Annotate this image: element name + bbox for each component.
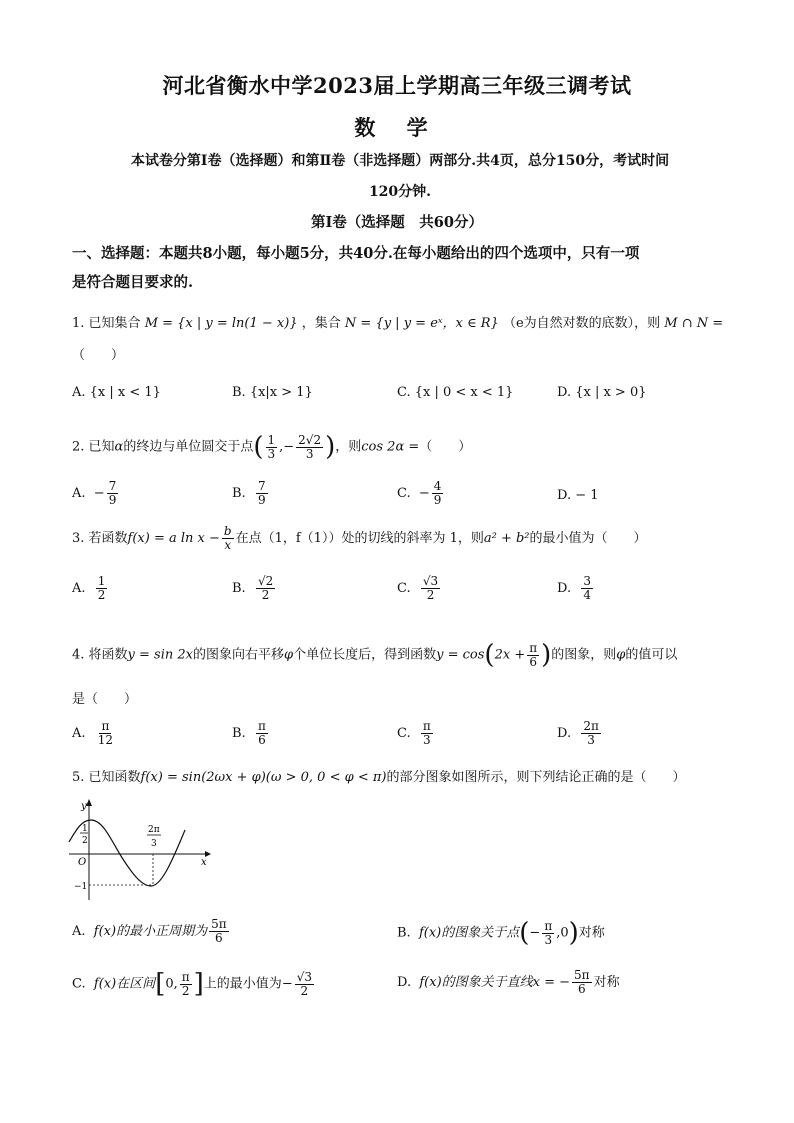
- q2-option-a[interactable]: A. − $\frac{7}{9}$: [72, 479, 117, 507]
- section-instructions: [72, 239, 722, 297]
- q2-point-y: $\frac{2√2}{3}$: [298, 432, 322, 461]
- q1-option-b[interactable]: B. {x|x > 1}: [232, 385, 313, 400]
- q4-phi: φ: [284, 647, 294, 663]
- q3-stem-b: 在点（1，f（1））处的切线的斜率为 1，则: [235, 531, 484, 546]
- question-2: 2. 已知α的终边与单位圆交于点( $\frac{1}{3}$ ,− $\frac{2√2}{3}$ )，则cos 2α =（ ）: [72, 432, 472, 462]
- instr-line-1: 一、选择题：本题共8小题，每小题5分，共40分.在每小题给出的四个选项中，只有一项: [72, 245, 640, 262]
- q2-blank: （ ）: [419, 439, 472, 455]
- exam-title: 河北省衡水中学2023届上学期高三年级三调考试: [162, 73, 632, 98]
- graph-origin: O: [78, 857, 87, 868]
- q1-option-a[interactable]: A. {x | x < 1}: [72, 385, 161, 400]
- q1-stem-a: 1. 已知集合: [72, 316, 141, 331]
- q1-option-d[interactable]: D. {x | x > 0}: [557, 385, 647, 400]
- q4-stem-d: 的图象，则: [551, 647, 617, 663]
- graph-y-min-label: −1: [74, 882, 88, 892]
- q3-option-d[interactable]: D. $\frac{3}{4}$: [557, 574, 591, 602]
- q4-f2-inner: 2x +: [494, 647, 526, 663]
- q4-option-d[interactable]: D. $\frac{2\pi}{3}$: [557, 719, 599, 747]
- subject-title: 数 学: [354, 115, 440, 140]
- q3-option-b[interactable]: B. $\frac{√2}{2}$: [232, 574, 274, 602]
- q4-line-2: 是（ ）: [72, 692, 138, 707]
- intro-line-1: 本试卷分第Ⅰ卷（选择题）和第Ⅱ卷（非选择题）两部分.共4页，总分150分，考试时间: [130, 153, 670, 169]
- q5-option-c[interactable]: C. f(x)在区间[0, $\frac{\pi}{2}$ ]上的最小值为− $\frac{√3}{2}$: [72, 969, 312, 999]
- q2-option-d[interactable]: D. − 1: [557, 488, 599, 503]
- q2-stem-c: ，则: [335, 439, 362, 455]
- q1-stem-b: ，集合: [301, 316, 341, 331]
- q1-set-m: M = {x | y = ln(1 − x)}: [144, 316, 298, 331]
- q3-stem-c: 的最小值为（ ）: [529, 531, 647, 546]
- intro-line-2: 120分钟.: [368, 184, 432, 200]
- q1-option-c[interactable]: C. {x | 0 < x < 1}: [397, 385, 514, 400]
- graph-y-label: y: [81, 801, 87, 812]
- q3-func: f(x) = a ln x −: [127, 531, 220, 546]
- q4-stem-b: 的图象向右平移: [193, 647, 285, 663]
- q4-stem-a: 4. 将函数: [72, 647, 128, 663]
- q5-func: f(x) = sin(2ωx + φ)(ω > 0, 0 < φ < π): [140, 770, 387, 785]
- q4-stem-e: 的值可以: [625, 647, 678, 663]
- q1-blank: （ ）: [72, 348, 125, 363]
- graph-y-tick-num: 1: [82, 824, 88, 834]
- q4-option-a[interactable]: A. $\frac{\pi}{12}$: [72, 719, 114, 747]
- y-axis-arrow: [86, 799, 92, 806]
- q4-phi-2: φ: [616, 647, 626, 663]
- q2-stem-b: 的终边与单位圆交于点: [123, 439, 254, 455]
- q4-option-c[interactable]: C. $\frac{\pi}{3}$: [397, 719, 431, 747]
- q1-stem-c: （e为自然对数的底数），则: [502, 316, 661, 331]
- graph-x-tick-num: 2π: [148, 825, 160, 835]
- q5-option-b[interactable]: B. f(x)的图象关于点(− $\frac{\pi}{3}$ ,0)对称: [397, 918, 605, 948]
- q4-f2: y = cos: [436, 647, 485, 663]
- question-4: 4. 将函数y = sin 2x的图象向右平移φ个单位长度后，得到函数y = cos(2x + $\frac{\pi}{6}$ )的图象，则φ的值可以: [72, 640, 678, 670]
- q5-stem-b: 的部分图象如图所示，则下列结论正确的是（ ）: [386, 770, 686, 785]
- question-1: [72, 313, 732, 335]
- section-heading: 第Ⅰ卷（选择题 共60分）: [311, 214, 483, 231]
- exam-intro: [75, 146, 725, 208]
- graph-y-tick-den: 2: [82, 836, 88, 846]
- q5-option-a[interactable]: A. f(x)的最小正周期为 $\frac{5\pi}{6}$: [72, 917, 227, 945]
- q2-ask: cos 2α =: [361, 439, 420, 455]
- question-3: 3. 若函数f(x) = a ln x − $\frac{b}{x}$ 在点（1，f（1））处的切线的斜率为 1，则a² + b²的最小值为（ ）: [72, 524, 647, 552]
- q2-alpha: α: [114, 439, 124, 455]
- q3-option-c[interactable]: C. $\frac{√3}{2}$: [397, 574, 439, 602]
- q2-option-b[interactable]: B. $\frac{7}{9}$: [232, 479, 266, 507]
- q1-set-n: N = {y | y = eˣ，x ∈ R}: [344, 316, 499, 331]
- q3-expr: a² + b²: [483, 531, 530, 546]
- q1-ask: M ∩ N =: [664, 316, 724, 331]
- q5-option-d[interactable]: D. f(x)的图象关于直线x = − $\frac{5\pi}{6}$ 对称: [397, 968, 620, 996]
- q2-stem-a: 2. 已知: [72, 439, 115, 455]
- q5-graph: [65, 796, 215, 902]
- q4-option-b[interactable]: B. $\frac{\pi}{6}$: [232, 719, 266, 747]
- q4-stem-c: 个单位长度后，得到函数: [293, 647, 437, 663]
- q2-point-x: $\frac{1}{3}$: [267, 432, 276, 461]
- instr-line-2: 是符合题目要求的.: [72, 274, 194, 291]
- q5-stem-a: 5. 已知函数: [72, 770, 141, 785]
- graph-x-tick-den: 3: [151, 839, 157, 849]
- q3-stem-a: 3. 若函数: [72, 531, 128, 546]
- question-5: [72, 767, 732, 789]
- q4-f1: y = sin 2x: [127, 647, 193, 663]
- graph-x-label: x: [201, 857, 207, 868]
- q3-option-a[interactable]: A. $\frac{1}{2}$: [72, 574, 106, 602]
- q2-option-c[interactable]: C. − $\frac{4}{9}$: [397, 479, 442, 507]
